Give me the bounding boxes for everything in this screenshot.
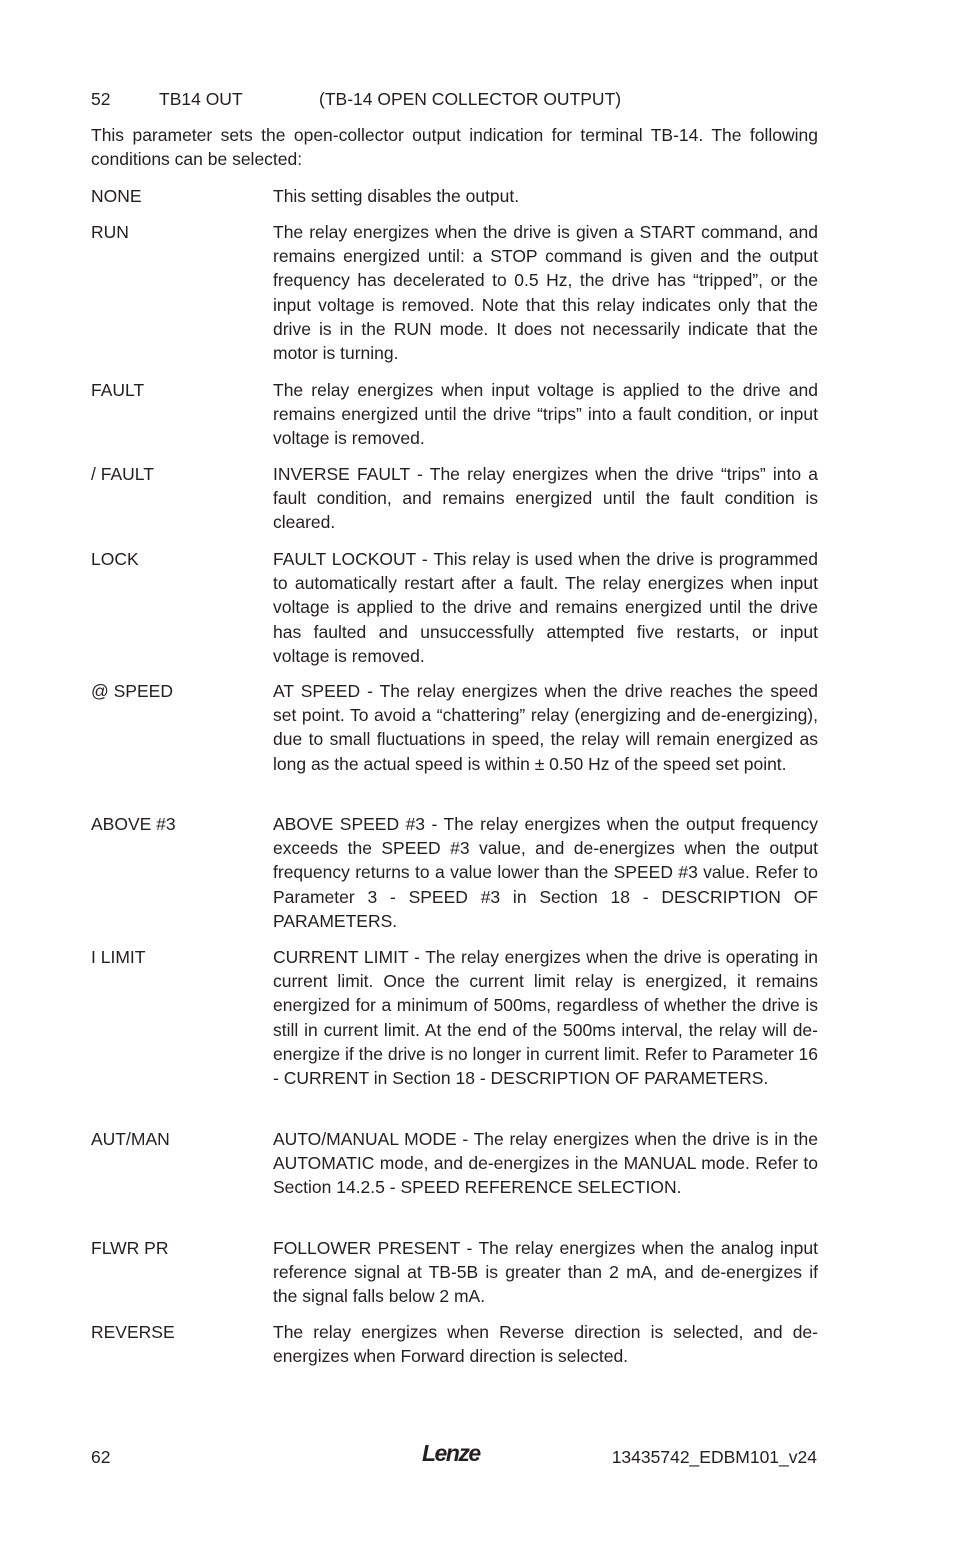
- option-description: The relay energizes when Reverse direction is selected, and de-energizes when Forward direction is selected.: [273, 1322, 818, 1367]
- option-description: This setting disables the output.: [273, 186, 520, 206]
- option-description: FAULT LOCKOUT - This relay is used when the drive is programmed to automatically restart after a fault. The relay energizes when input voltage is applied to the drive and remains energized until the drive has faulted and unsuccessfully attempted five restarts, or input voltage is removed.: [273, 549, 818, 666]
- option-term: NONE: [91, 186, 142, 206]
- option-description: AUTO/MANUAL MODE - The relay energizes when the drive is in the AUTOMATIC mode, and de-energizes in the MANUAL mode. Refer to Section 14.2.5 - SPEED REFERENCE SELECTION.: [273, 1129, 818, 1198]
- option-description: FOLLOWER PRESENT - The relay energizes when the analog input reference signal at TB-5B is greater than 2 mA, and de-energizes if the signal falls below 2 mA.: [273, 1238, 818, 1307]
- option-term: / FAULT: [91, 464, 154, 484]
- intro-paragraph: This parameter sets the open-collector output indication for terminal TB-14. The following conditions can be selected:: [91, 125, 818, 170]
- option-term: FAULT: [91, 380, 145, 400]
- document-id: 13435742_EDBM101_v24: [611, 1447, 817, 1467]
- option-term: FLWR PR: [91, 1238, 169, 1258]
- option-term: ABOVE #3: [91, 814, 176, 834]
- option-description: AT SPEED - The relay energizes when the drive reaches the speed set point. To avoid a “chattering” relay (energizing and de-energizing), due to small fluctuations in speed, the relay will remain energized as long as the actual speed is within ± 0.50 Hz of the speed set point.: [273, 681, 818, 774]
- option-term: @ SPEED: [91, 681, 173, 701]
- option-description: INVERSE FAULT - The relay energizes when the drive “trips” into a fault condition, and remains energized until the fault condition is cleared.: [273, 464, 818, 533]
- option-term: LOCK: [91, 549, 139, 569]
- option-description: The relay energizes when the drive is given a START command, and remains energized until: a STOP command is given and the output frequency has decelerated to 0.5 Hz, the drive has “tripped”, or the input voltage is removed. Note that this relay indicates only that the drive is in the RUN mode. It does not necessarily indicate that the motor is turning.: [273, 222, 818, 364]
- option-description: ABOVE SPEED #3 - The relay energizes when the output frequency exceeds the SPEED #3 value, and de-energizes when the output frequency returns to a value lower than the SPEED #3 value. Refer to Parameter 3 - SPEED #3 in Section 18 - DESCRIPTION OF PARAMETERS.: [273, 814, 818, 931]
- option-term: I LIMIT: [91, 947, 146, 967]
- lenze-logo-text: Lenze: [422, 1440, 480, 1466]
- option-description: The relay energizes when input voltage is applied to the drive and remains energized until the drive “trips” into a fault condition, or input voltage is removed.: [273, 380, 818, 449]
- page-number: 62: [91, 1447, 111, 1467]
- option-term: AUT/MAN: [91, 1129, 170, 1149]
- parameter-number: 52: [91, 89, 111, 109]
- option-term: RUN: [91, 222, 129, 242]
- lenze-logo: [421, 1440, 487, 1466]
- option-term: REVERSE: [91, 1322, 175, 1342]
- parameter-description: (TB-14 OPEN COLLECTOR OUTPUT): [319, 89, 622, 109]
- parameter-name: TB14 OUT: [159, 89, 243, 109]
- option-description: CURRENT LIMIT - The relay energizes when the drive is operating in current limit. Once the current limit relay is energized, it remains energized for a minimum of 500ms, regardless of whether the drive is still in current limit. At the end of the 500ms interval, the relay will de-energize if the drive is no longer in current limit. Refer to Parameter 16 - CURRENT in Section 18 - DESCRIPTION OF PARAMETERS.: [273, 947, 818, 1089]
